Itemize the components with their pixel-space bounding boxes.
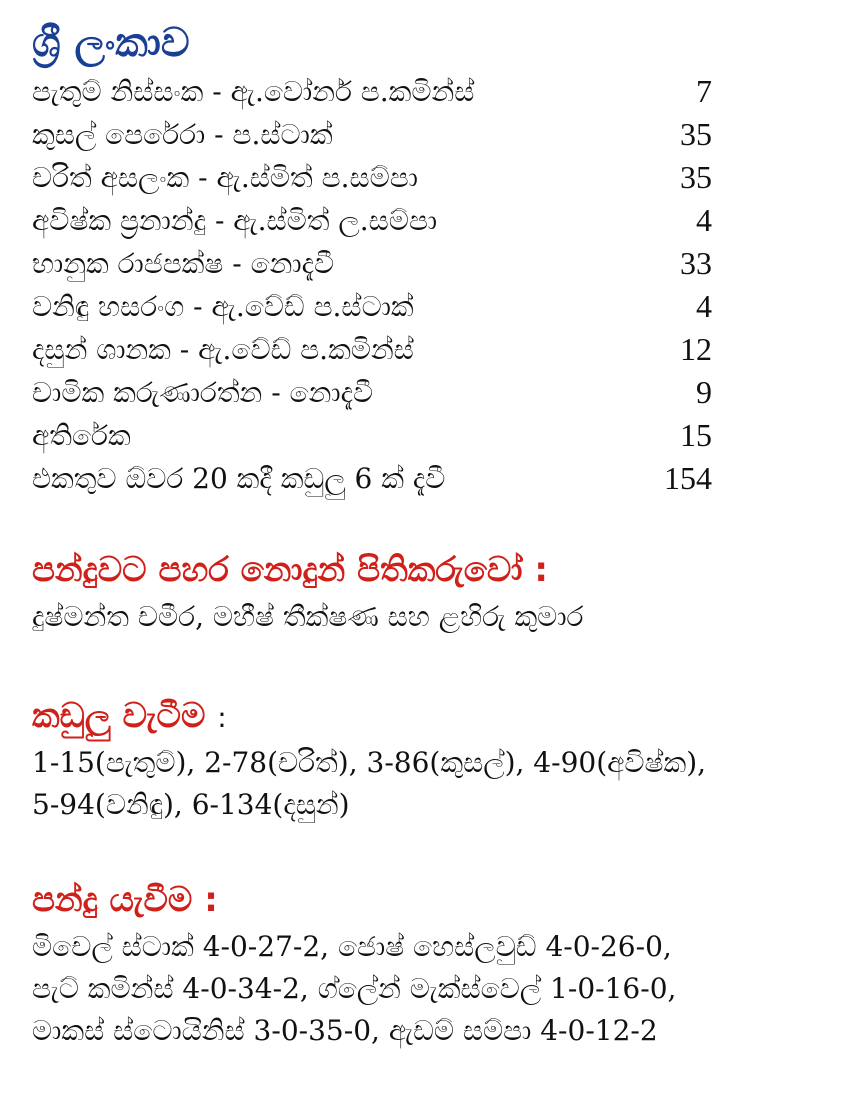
batting-row [32,156,732,199]
fall-of-wickets-heading [32,694,227,740]
batting-table [32,70,732,500]
batting-row [32,242,732,285]
batter-dismissal: භානුක රාජපක්ෂ - නොදැවී [32,247,335,280]
fall-of-wickets-colon: : [217,701,227,734]
bowling-line: මිචෙල් ස්ටාක් 4-0-27-2, ජොෂ් හෙස්ලවුඩ් 4-0-26-0, [32,930,672,963]
batter-runs: 7 [696,73,712,109]
batting-row [32,113,732,156]
batter-runs: 33 [680,245,712,281]
extras-label: අතිරේක [32,419,131,452]
batting-row [32,70,732,113]
team-title: ශ්‍රී ලංකාව [32,20,190,66]
bowling-heading: පන්දු යැවීම : [32,880,218,920]
did-not-bat-heading: පන්දුවට පහර නොදුන් පිතිකරුවෝ : [32,550,548,590]
bowling-line: පැට් කමින්ස් 4-0-34-2, ග්ලේන් මැක්ස්වෙල් 1-0-16-0, [32,972,677,1005]
batting-row [32,328,732,371]
fall-of-wickets-text [32,742,822,826]
batter-runs: 4 [696,202,712,238]
batter-runs: 4 [696,288,712,324]
extras-runs: 15 [680,417,712,453]
fall-of-wickets-line: 5-94(වනිඳු), 6-134(දසුන්) [32,788,350,821]
batter-dismissal: වනිඳු හසරංග - ඇ.වේඩ් ප.ස්ටාක් [32,290,414,323]
batter-dismissal: කුසල් පෙරේරා - ප.ස්ටාක් [32,118,333,151]
fall-of-wickets-title: කඩුලු වැටීම [32,696,206,736]
batter-dismissal: දසුන් ශානක - ඇ.වේඩ් ප.කමින්ස් [32,333,414,366]
batter-dismissal: අවිෂ්ක ප්‍රනාන්දු - ඇ.ස්මිත් ල.සම්පා [32,204,438,237]
batter-dismissal: චාමික කරුණාරත්න - නොදැවී [32,376,374,409]
batter-runs: 12 [680,331,712,367]
batter-runs: 35 [680,116,712,152]
did-not-bat-names: දුෂ්මන්ත චමීර, මහීෂ් තීක්ෂණ සහ ළහිරු කුමාර [32,600,584,633]
batter-dismissal: චරිත් අසලංක - ඇ.ස්මිත් ප.සම්පා [32,161,418,194]
extras-row [32,414,732,457]
total-label: එකතුව ඕවර 20 කදී කඩුලු 6 ක් දැවී [32,462,446,495]
total-runs: 154 [664,460,712,496]
total-row [32,457,732,500]
batting-row [32,371,732,414]
did-not-bat-text [32,596,822,638]
batter-runs: 35 [680,159,712,195]
fall-of-wickets-line: 1-15(පැතුම්), 2-78(චරිත්), 3-86(කුසල්), 4-90(අවිෂ්ක), [32,746,707,779]
batter-dismissal: පැතුම් නිස්සංක - ඇ.වෝනර් ප.කමින්ස් [32,75,475,108]
bowling-line: මාකස් ස්ටොයිනිස් 3-0-35-0, ඇඩම් සම්පා 4-0-12-2 [32,1014,658,1047]
bowling-text [32,926,822,1052]
batting-row [32,285,732,328]
batter-runs: 9 [696,374,712,410]
batting-row [32,199,732,242]
